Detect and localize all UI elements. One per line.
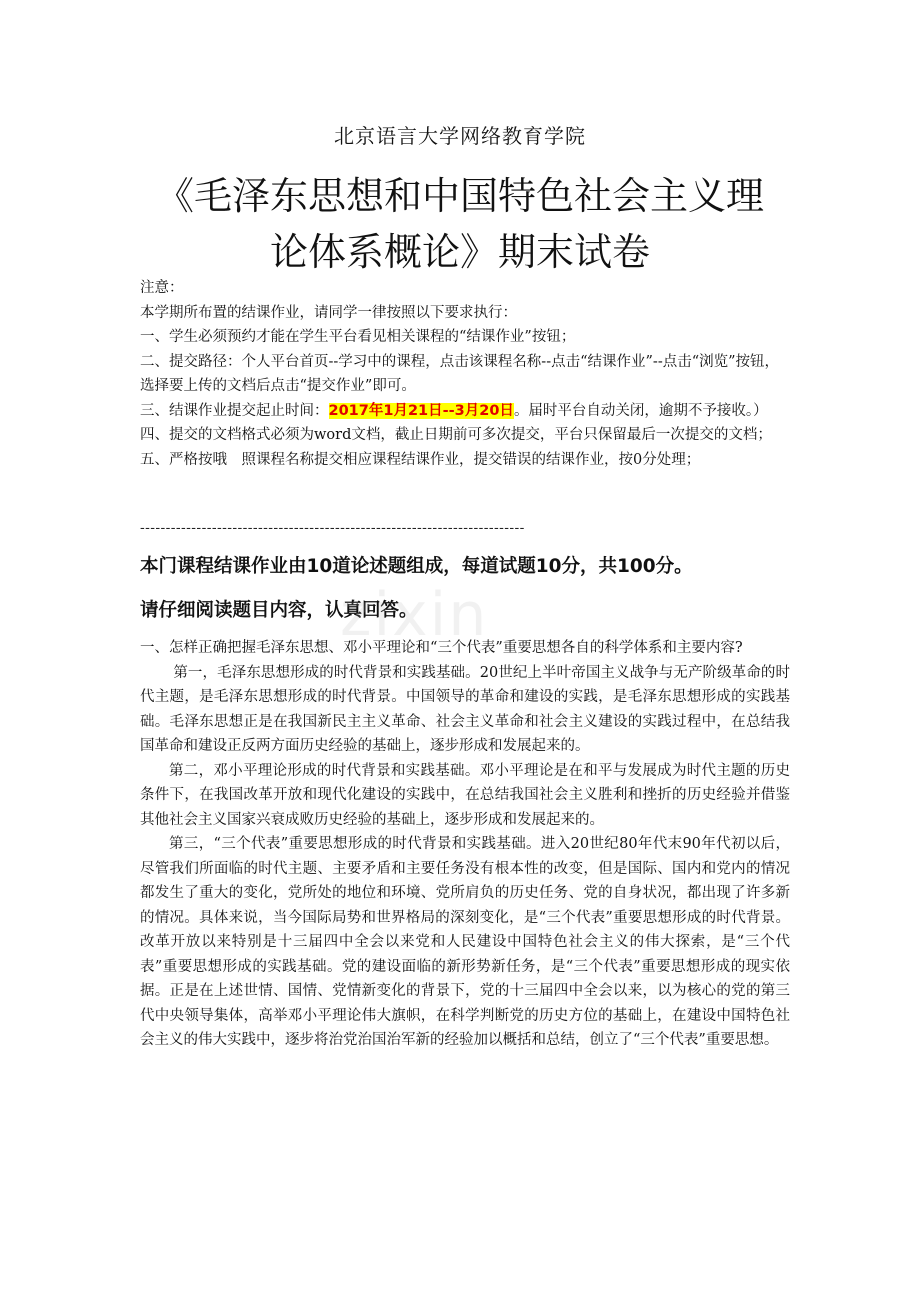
notice-item-3-prefix: 三、结课作业提交起止时间： [140,402,329,419]
institution-name: 北京语言大学网络教育学院 [334,124,586,148]
notice-section [140,276,790,472]
notice-item-3-suffix: 。届时平台自动关闭，逾期不予接收。） [513,402,768,419]
question-1-paragraph-2: 第二，邓小平理论形成的时代背景和实践基础。邓小平理论是在和平与发展成为时代主题的历史条件下，在我国改革开放和现代化建设的实践中，在总结我国社会主义胜利和挫折的历史经验并借鉴其他社会主义国家兴衰成败历史经验的基础上，逐步形成和发展起来的。 [140,762,790,828]
instruction-line-2: 请仔细阅读题目内容，认真回答。 [140,600,418,621]
instruction-line-1: 本门课程结课作业由10道论述题组成，每道试题10分，共100分。 [140,556,693,577]
notice-item-2: 二、提交路径：个人平台首页--学习中的课程，点击该课程名称--点击“结课作业”--点击“浏览”按钮，选择要上传的文档后点击“提交作业”即可。 [140,353,780,394]
question-1-section [140,636,790,1053]
deadline-highlight: 2017年1月21日--3月20日 [328,402,514,419]
watermark: zixin [340,580,489,650]
dashed-divider: --------------------------------------------------------------------------- [140,520,525,536]
notice-item-3 [140,399,790,424]
notice-item-4: 四、提交的文档格式必须为word文档，截止日期前可多次提交，平台只保留最后一次提交的文档； [140,427,772,443]
question-1-paragraph-3: 第三，“三个代表”重要思想形成的时代背景和实践基础。进入20世纪80年代末90年代初以后，尽管我们所面临的时代主题、主要矛盾和主要任务没有根本性的改变，但是国际、国内和党内的情况都发生了重大的变化，党所处的地位和环境、党所肩负的历史任务、党的自身状况，都出现了许多新的情况。具体来说，当今国际局势和世界格局的深刻变化，是“三个代表”重要思想形成的时代背景。改革开放以来特别是十三届四中全会以来党和人民建设中国特色社会主义的伟大探索，是“三个代表”重要思想形成的实践基础。党的建设面临的新形势新任务，是“三个代表”重要思想形成的现实依据。正是在上述世情、国情、党情新变化的背景下，党的十三届四中全会以来，以为核心的党的第三代中央领导集体，高举邓小平理论伟大旗帜，在科学判断党的历史方位的基础上，在建设中国特色社会主义的伟大实践中，逐步将治党治国治军新的经验加以概括和总结，创立了“三个代表”重要思想。 [140,836,790,1048]
notice-label: 注意： [140,280,184,296]
question-1-prompt: 一、怎样正确把握毛泽东思想、邓小平理论和“三个代表”重要思想各自的科学体系和主要内容? [140,640,743,656]
notice-item-5: 五、严格按哦 照课程名称提交相应课程结课作业，提交错误的结课作业，按0分处理； [140,451,701,468]
exam-title: 《毛泽东思想和中国特色社会主义理论体系概论》期末试卷 [155,174,764,274]
notice-item-1: 一、学生必须预约才能在学生平台看见相关课程的“结课作业”按钮； [140,329,576,345]
question-1-paragraph-1: 第一，毛泽东思想形成的时代背景和实践基础。20世纪上半叶帝国主义战争与无产阶级革命的时代主题，是毛泽东思想形成的时代背景。中国领导的革命和建设的实践，是毛泽东思想形成的实践基础。毛泽东思想正是在我国新民主主义革命、社会主义革命和社会主义建设的实践过程中，在总结我国革命和建设正反两方面历史经验的基础上，逐步形成和发展起来的。 [140,664,790,754]
notice-intro: 本学期所布置的结课作业，请同学一律按照以下要求执行： [140,304,517,321]
